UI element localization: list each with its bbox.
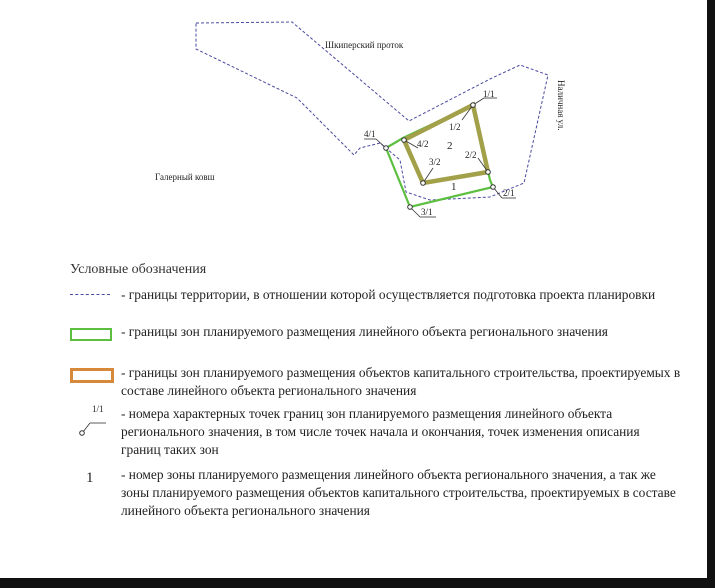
legend-item-capital-construction-zone: - границы зон планируемого размещения объектов капитального строительства, проектируемых в составе линейного объекта регионального значения bbox=[121, 365, 681, 398]
legend-item-territory: - границы территории, в отношении которой осуществляется подготовка проекта планировки bbox=[121, 287, 656, 302]
zone-number-1: 1 bbox=[451, 181, 457, 193]
legend-symbol-dashed-line bbox=[70, 294, 110, 295]
label-nalichnaya-street: Наличная ул. bbox=[556, 80, 566, 131]
legend-symbol-point-marker bbox=[70, 398, 120, 438]
legend-symbol-orange-rectangle bbox=[70, 368, 114, 383]
point-label-3-1: 3/1 bbox=[421, 207, 433, 217]
zone-number-2: 2 bbox=[447, 140, 453, 152]
point-label-1-1: 1/1 bbox=[483, 89, 495, 99]
legend-item-linear-object-zone: - границы зон планируемого размещения линейного объекта регионального значения bbox=[121, 324, 608, 339]
point-label-2-2: 2/2 bbox=[465, 150, 477, 160]
legend-title: Условные обозначения bbox=[70, 262, 207, 277]
point-label-2-1: 2/1 bbox=[503, 188, 515, 198]
legend-item-point-numbers: - номера характерных точек границ зон планируемого размещения линейного объекта регионального значения, в том числе точек начала и окончания, точек изменения описания границ таких зон bbox=[121, 406, 640, 457]
frame-border-bottom bbox=[0, 578, 715, 588]
legend-point-label: 1/1 bbox=[92, 404, 104, 414]
legend-item-zone-number: - номер зоны планируемого размещения линейного объекта регионального значения, а так же зоны планируемого размещения объектов капитального строительства, проектируемых в составе линейного объекта регионального значения bbox=[121, 467, 676, 518]
frame-border-right bbox=[707, 0, 715, 588]
point-label-1-2: 1/2 bbox=[449, 122, 461, 132]
point-label-4-1: 4/1 bbox=[364, 129, 376, 139]
legend-symbol-green-rectangle bbox=[70, 328, 112, 341]
point-label-4-2: 4/2 bbox=[417, 139, 429, 149]
label-galerny-basin: Галерный ковш bbox=[155, 172, 215, 182]
legend-symbol-zone-number: 1 bbox=[86, 470, 94, 486]
label-skipper-canal: Шкиперский проток bbox=[325, 40, 404, 50]
point-label-3-2: 3/2 bbox=[429, 157, 441, 167]
